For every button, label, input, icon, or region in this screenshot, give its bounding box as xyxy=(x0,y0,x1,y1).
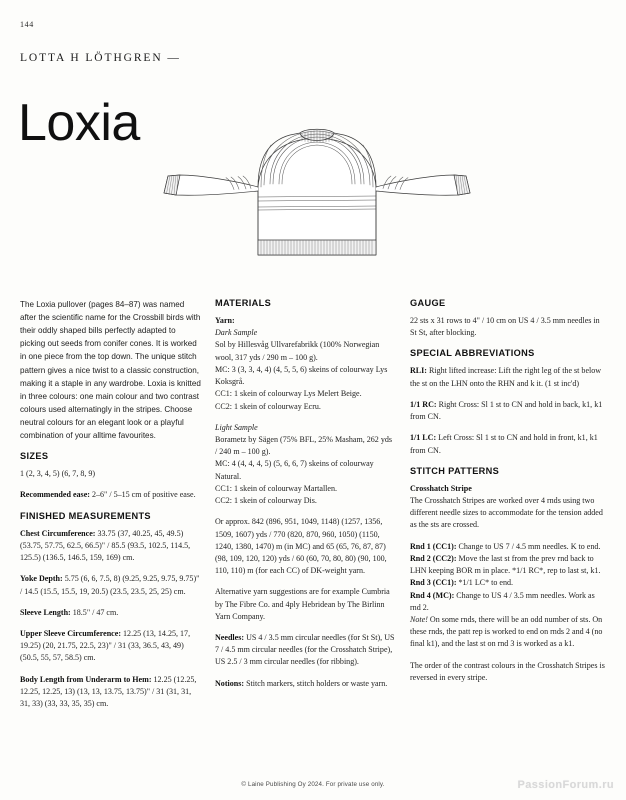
sizes-heading: SIZES xyxy=(20,451,49,462)
measurement-row xyxy=(20,674,201,711)
abbreviation-label: 1/1 LC: xyxy=(410,433,437,443)
dark-sample-title xyxy=(215,327,396,339)
stitch-pattern-intro: The Crosshatch Stripes are worked over 4 rnds using two different needle sizes to accommodate for the tension added as the sts are crossed. xyxy=(410,495,603,530)
needles-row xyxy=(215,632,396,669)
abbreviation-value: Right lifted increase: Lift the right leg of the st below the st on the LHN onto the RHN and k it. (1 st inc'd) xyxy=(410,366,602,388)
abbreviation-label: 1/1 RC: xyxy=(410,399,437,409)
light-sample-cc2: CC2: 1 skein of colourway Dis. xyxy=(215,496,317,506)
stitch-pattern-closing: The order of the contrast colours in the Crosshatch Stripes is reversed in every stripe. xyxy=(410,660,605,682)
round-row xyxy=(410,541,606,553)
gauge-body: 22 sts x 31 rows to 4" / 10 cm on US 4 / 3.5 mm needles in St St, after blocking. xyxy=(410,316,600,338)
measurement-value: 12.25 (12.25, 12.25, 12.25, 13) (13, 13, 13.75, 13.75)" / 31 (31, 31, 31, 33) (33, 33, 35, 35) cm. xyxy=(20,674,197,709)
light-sample-title xyxy=(215,422,396,434)
recommended-ease-value: 2–6" / 5–15 cm of positive ease. xyxy=(89,490,196,500)
watermark: PassionForum.ru xyxy=(517,779,614,791)
column-middle xyxy=(215,298,396,719)
round-row xyxy=(410,590,606,614)
footer-copyright: © Laine Publishing Oy 2024. For private use only. xyxy=(241,781,385,788)
light-sample-mc: MC: 4 (4, 4, 4, 5) (5, 6, 6, 7) skeins of colourway Natural. xyxy=(215,459,374,481)
note-value: On some rnds, there will be an odd number of sts. On these rnds, the patt rep is worked to end on rnds 2 and 4 (no final k1), and the last st on rnd 3 is worked as a k1. xyxy=(410,614,603,649)
page-title: Loxia xyxy=(18,93,140,152)
gauge-heading: GAUGE xyxy=(410,298,446,308)
round-value: Change to US 7 / 4.5 mm needles. K to end. xyxy=(456,541,601,551)
measurement-row xyxy=(20,628,201,665)
round-label: Rnd 2 (CC2): xyxy=(410,553,457,563)
stitch-pattern-name xyxy=(410,483,606,495)
abbreviation-value: Left Cross: Sl 1 st to CN and hold in front, k1, k1 from CN. xyxy=(410,433,598,455)
measurement-row xyxy=(20,573,201,597)
light-sample-yarn: Borametz by Sägen (75% BFL, 25% Masham, 262 yds / 240 m – 100 g). xyxy=(215,434,393,457)
round-label: Rnd 4 (MC): xyxy=(410,590,455,600)
recommended-ease xyxy=(20,489,201,501)
abbreviation-label: RLI: xyxy=(410,366,427,376)
special-abbreviations-heading: SPECIAL ABBREVIATIONS xyxy=(410,348,535,359)
content-columns xyxy=(20,298,608,719)
sweater-technical-drawing xyxy=(140,125,500,290)
measurement-value: 33.75 (37, 40.25, 45, 49.5) (53.75, 57.75, 62.5, 66.5)" / 85.5 (93.5, 102.5, 114.5, 125.5) (136.5, 146.5, 159, 169) cm. xyxy=(20,528,191,563)
yarn-label xyxy=(215,315,396,327)
measurement-label: Sleeve Length: xyxy=(20,607,71,617)
dark-sample-yarn: Sol by Hillesvåg Ullvarefabrikk (100% Norwegian wool, 317 yds / 290 m – 100 g). xyxy=(215,340,380,362)
intro-paragraph: The Loxia pullover (pages 84–87) was named after the scientific name for the Crossbill birds with their oddly shaped bills perfectly adapted to picking out seeds from conifer cones. It is worked in one piece from the top down. The unique stitch pattern gives a nice twist to a classic construction, making it a staple in any wardrobe. Loxia is knitted in three colours: one main colour and two contrast colours used alternatingly in the stripes. Choose neutral colours for an elegant look or a playful combination of your alltime favourites. xyxy=(20,300,201,441)
stitch-pattern-name-text: Crosshatch Stripe xyxy=(410,483,472,493)
round-label: Rnd 1 (CC1): xyxy=(410,541,457,551)
dark-sample-mc: MC: 3 (3, 3, 4, 4) (4, 5, 5, 6) skeins of colourway Lys Koksgrå. xyxy=(215,364,388,387)
measurement-label: Yoke Depth: xyxy=(20,574,63,584)
round-value: Move the last st from the prev rnd back to LHN keeping BOR m in place. *1/1 RC*, rep to last st, k1. xyxy=(410,553,601,576)
round-row xyxy=(410,553,606,577)
materials-heading: MATERIALS xyxy=(215,298,272,308)
dark-sample-cc2: CC2: 1 skein of colourway Ecru. xyxy=(215,401,321,411)
notions-row xyxy=(215,678,396,690)
needles-label: Needles: xyxy=(215,633,245,643)
recommended-ease-label: Recommended ease: xyxy=(20,490,90,500)
round-value: *1/1 LC* to end. xyxy=(456,578,514,588)
column-right xyxy=(410,298,606,719)
round-row xyxy=(410,577,606,589)
yarn-label-text: Yarn: xyxy=(215,316,235,325)
measurement-label: Upper Sleeve Circumference: xyxy=(20,628,122,638)
alternative-yarns: Alternative yarn suggestions are for example Cumbria by The Fibre Co. and 4ply Hebridean by The Birlinn Yarn Company. xyxy=(215,587,390,621)
abbreviation-row xyxy=(410,432,606,456)
stitch-pattern-note xyxy=(410,614,606,651)
measurement-row xyxy=(20,528,201,565)
note-label: Note! xyxy=(410,614,428,624)
abbreviation-row xyxy=(410,365,606,389)
measurement-value: 12.25 (13, 14.25, 17, 19.25) (20, 21.75, 22.5, 23)" / 31 (33, 36.5, 43, 49) (50.5, 55, 57, 58.5) cm. xyxy=(20,628,191,663)
abbreviation-value: Right Cross: Sl 1 st to CN and hold in back, k1, k1 from CN. xyxy=(410,399,603,422)
measurement-value: 18.5" / 47 cm. xyxy=(70,607,119,617)
abbreviation-row xyxy=(410,399,606,423)
designer-byline: LOTTA H LÖTHGREN — xyxy=(20,52,181,64)
measurement-label: Body Length from Underarm to Hem: xyxy=(20,674,152,684)
sizes-list: 1 (2, 3, 4, 5) (6, 7, 8, 9) xyxy=(20,469,96,479)
approx-yardage: Or approx. 842 (896, 951, 1049, 1148) (1257, 1356, 1509, 1607) yds / 770 (820, 870, 960, 1050) (1150, 1240, 1380, 1470) m (in MC) and 65 (65, 76, 87, 87) (98, 109, 120, 120) yds / 60 (60, 70, 80, 80) (90, 100, 110, 110) m (for each CC) of DK-weight yarn. xyxy=(215,517,387,576)
measurement-label: Chest Circumference: xyxy=(20,528,96,538)
dark-sample-title-text: Dark Sample xyxy=(215,328,258,338)
round-value: Change to US 4 / 3.5 mm needles. Work as rnd 2. xyxy=(410,590,595,612)
finished-measurements-heading: FINISHED MEASUREMENTS xyxy=(20,510,151,521)
light-sample-cc1: CC1: 1 skein of colourway Martallen. xyxy=(215,483,338,493)
dark-sample-cc1: CC1: 1 skein of colourway Lys Melert Beige. xyxy=(215,389,362,399)
stitch-patterns-heading: STITCH PATTERNS xyxy=(410,465,500,476)
notions-label: Notions: xyxy=(215,678,245,688)
light-sample-title-text: Light Sample xyxy=(215,422,258,432)
round-label: Rnd 3 (CC1): xyxy=(410,578,457,588)
measurement-row xyxy=(20,607,201,619)
measurement-value: 5.75 (6, 6, 7.5, 8) (9.25, 9.25, 9.75, 9.75)" / 14.5 (15.5, 15.5, 19, 20.5) (23.5, 23.5, 25, 25) cm. xyxy=(20,574,200,596)
notions-value: Stitch markers, stitch holders or waste yarn. xyxy=(244,678,388,688)
page-number: 144 xyxy=(20,20,34,29)
needles-value: US 4 / 3.5 mm circular needles (for St St), US 7 / 4.5 mm circular needles (for the Crosshatch Stripe), US 2.5 / 3 mm circular needles (for ribbing). xyxy=(215,633,395,667)
column-left xyxy=(20,298,201,719)
